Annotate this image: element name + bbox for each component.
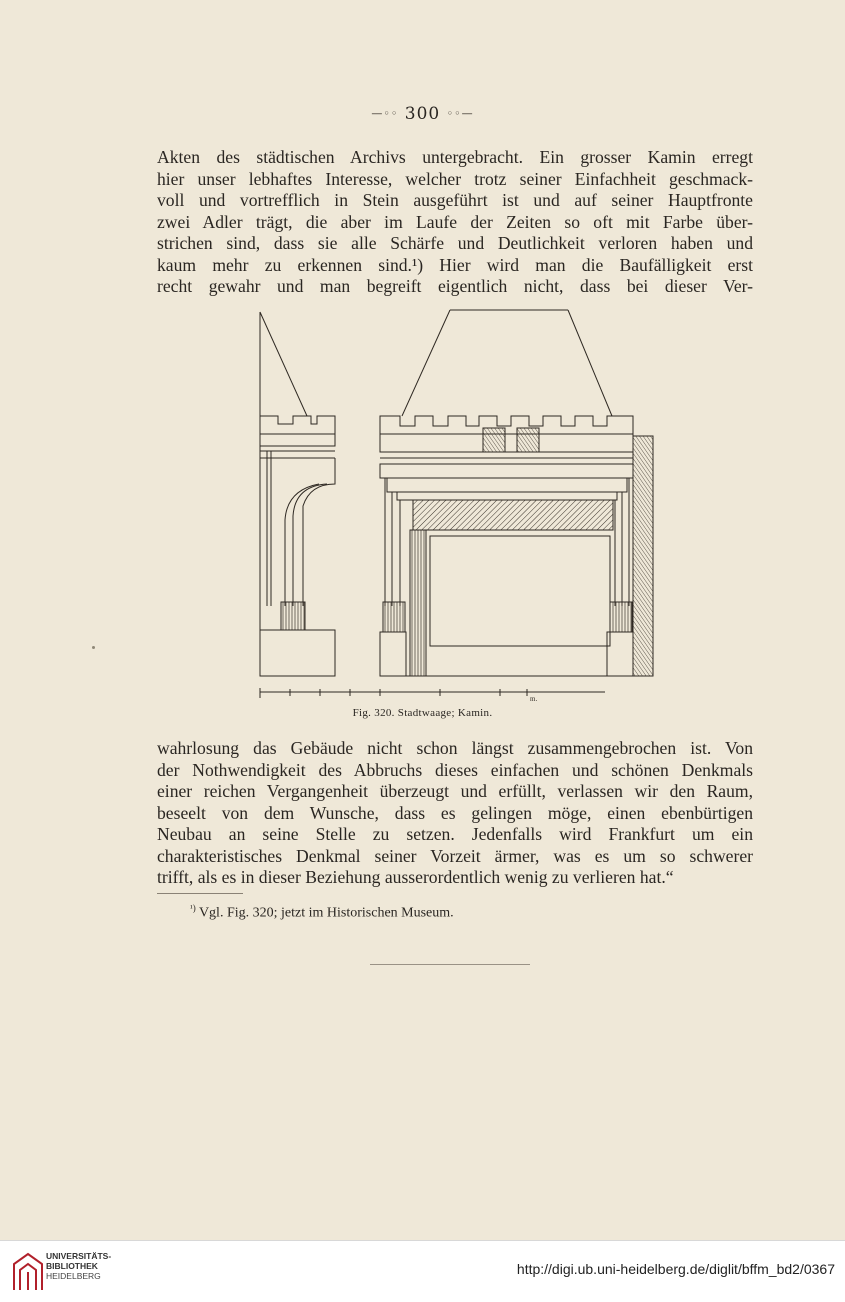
text-line: wahrlosung das Gebäude nicht schon längst zusammengebrochen ist. Von bbox=[157, 738, 753, 758]
header-ornament-right: ◦◦— bbox=[446, 107, 474, 120]
text-line: einer reichen Vergangenheit überzeugt und erfüllt, verlassen wir den Raum, bbox=[157, 781, 753, 801]
footnote bbox=[190, 903, 454, 922]
paper-speck bbox=[92, 646, 95, 649]
text-line: beseelt von dem Wunsche, dass es gelingen möge, einen ebenbürtigen bbox=[157, 802, 753, 823]
text-line: hier unser lebhaftes Interesse, welcher trotz seiner Einfachheit geschmack- bbox=[157, 168, 753, 189]
end-divider bbox=[370, 964, 530, 965]
text-line: recht gewahr und man begreift eigentlich nicht, dass bei dieser Ver- bbox=[157, 276, 753, 296]
footnote-text: Vgl. Fig. 320; jetzt im Historischen Museum. bbox=[195, 905, 454, 921]
page-number: 300 bbox=[404, 104, 441, 124]
logo-line: UNIVERSITÄTS- bbox=[46, 1251, 112, 1261]
viewer-footer bbox=[0, 1240, 845, 1302]
body-text-bottom bbox=[157, 738, 753, 889]
scale-label: m. bbox=[530, 695, 538, 703]
permalink-url[interactable]: http://digi.ub.uni-heidelberg.de/diglit/bffm_bd2/0367 bbox=[516, 1261, 835, 1277]
side-elevation bbox=[260, 312, 335, 676]
fireplace-illustration bbox=[255, 306, 665, 710]
text-line: zwei Adler trägt, die aber im Laufe der Zeiten so oft mit Farbe über- bbox=[157, 211, 753, 232]
text-line: charakteristisches Denkmal seiner Vorzeit ärmer, was es um so schwerer bbox=[157, 845, 753, 866]
header-ornament-left: —◦◦ bbox=[371, 107, 399, 120]
logo-line: HEIDELBERG bbox=[46, 1271, 101, 1281]
text-line: kaum mehr zu erkennen sind.¹) Hier wird man die Baufälligkeit erst bbox=[157, 254, 753, 275]
footnote-marker: ¹) bbox=[190, 903, 196, 913]
page-header bbox=[0, 104, 845, 124]
text-line: Akten des städtischen Archivs untergebracht. Ein grosser Kamin erregt bbox=[157, 147, 753, 167]
text-line: voll und vortrefflich in Stein ausgeführt ist und auf seiner Hauptfronte bbox=[157, 190, 753, 210]
logo-line: BIBLIOTHEK bbox=[46, 1261, 98, 1271]
text-line: strichen sind, dass sie alle Schärfe und Deutlichkeit verloren haben und bbox=[157, 233, 753, 253]
scale-bar bbox=[260, 688, 605, 698]
library-name bbox=[46, 1251, 111, 1281]
text-line: trifft, als es in dieser Beziehung ausserordentlich wenig zu verlieren hat.“ bbox=[157, 867, 674, 887]
front-elevation bbox=[380, 310, 653, 676]
text-line: der Nothwendigkeit des Abbruchs dieses einfachen und schönen Denkmals bbox=[157, 759, 753, 780]
figure-caption: Fig. 320. Stadtwaage; Kamin. bbox=[352, 707, 493, 719]
text-line: Neubau an seine Stelle zu setzen. Jedenfalls wird Frankfurt um ein bbox=[157, 824, 753, 844]
body-text-top bbox=[157, 147, 753, 298]
footnote-divider bbox=[157, 893, 243, 894]
